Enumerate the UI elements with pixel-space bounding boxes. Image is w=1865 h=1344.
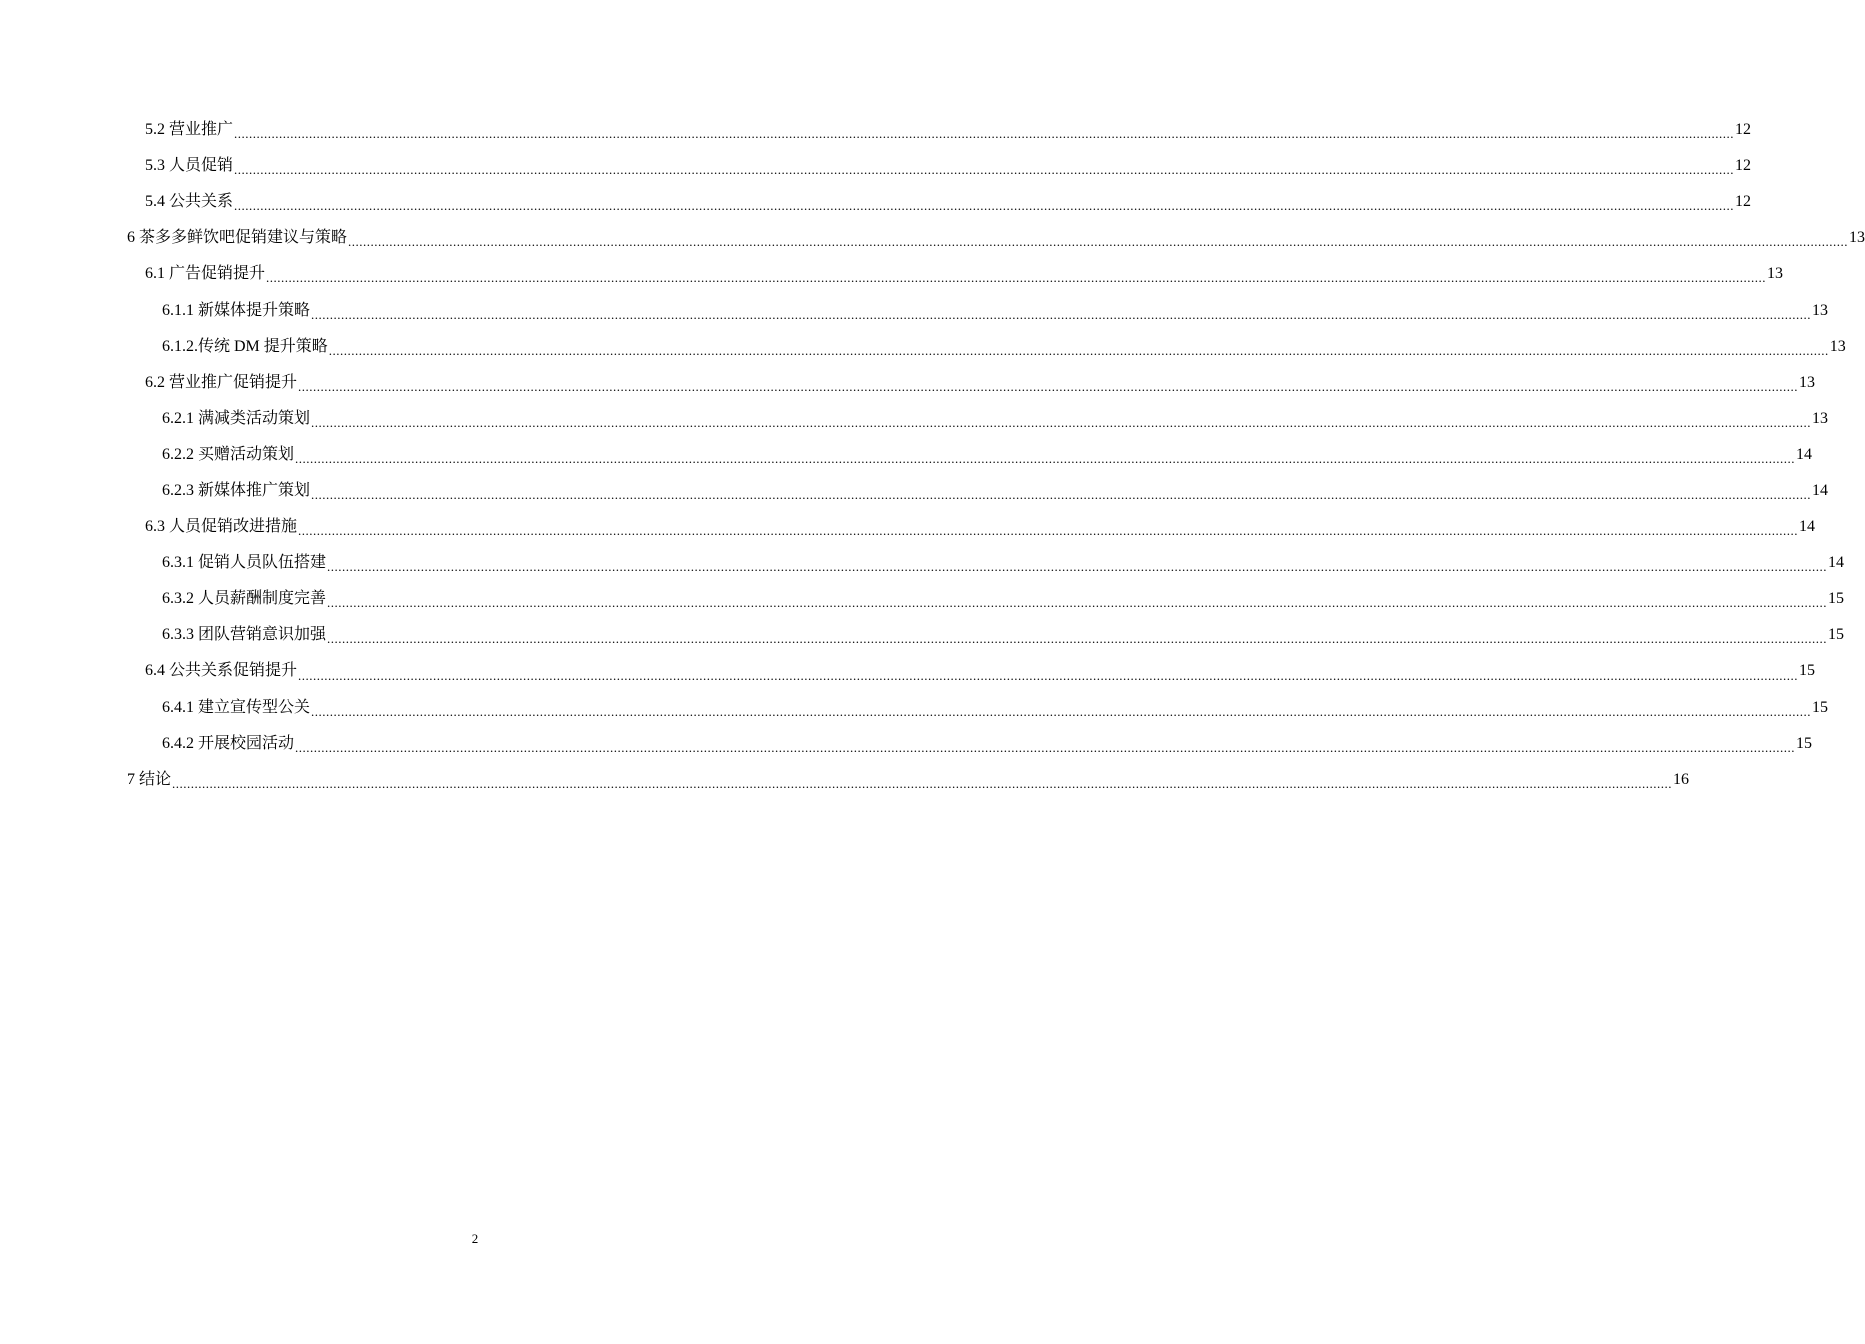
toc-entry-page-number: 14 bbox=[1796, 445, 1813, 463]
toc-entry-page-number: 12 bbox=[1735, 193, 1752, 211]
toc-entry[interactable] bbox=[0, 473, 1829, 509]
toc-dot-leader: ................................................................................................................................................................................................................................................................................................................................................................................................................ bbox=[327, 631, 1828, 647]
toc-entry-label: 6.1.1 新媒体提升策略 bbox=[162, 301, 311, 319]
toc-entry-page-number: 15 bbox=[1812, 698, 1829, 716]
toc-dot-leader: ................................................................................................................................................................................................................................................................................................................................................................................................................ bbox=[266, 270, 1767, 286]
toc-entry-page-number: 14 bbox=[1828, 554, 1845, 572]
toc-entry-label: 5.2 营业推广 bbox=[145, 121, 234, 139]
toc-entry-page-number: 15 bbox=[1796, 734, 1813, 752]
toc-dot-leader: ................................................................................................................................................................................................................................................................................................................................................................................................................ bbox=[295, 739, 1796, 755]
toc-entry-label: 6 茶多多鲜饮吧促销建议与策略 bbox=[127, 229, 348, 247]
toc-entry[interactable] bbox=[0, 148, 1752, 184]
toc-entry-page-number: 15 bbox=[1828, 626, 1845, 644]
toc-dot-leader: ................................................................................................................................................................................................................................................................................................................................................................................................................ bbox=[311, 487, 1812, 503]
toc-entry-label: 6.3.2 人员薪酬制度完善 bbox=[162, 590, 327, 608]
toc-entry[interactable] bbox=[0, 220, 1865, 256]
toc-entry[interactable] bbox=[0, 726, 1813, 762]
toc-entry-label: 6.2.3 新媒体推广策划 bbox=[162, 481, 311, 499]
table-of-contents bbox=[0, 112, 1865, 798]
toc-entry-page-number: 16 bbox=[1673, 770, 1690, 788]
toc-entry-page-number: 14 bbox=[1799, 518, 1816, 536]
toc-entry-page-number: 12 bbox=[1735, 121, 1752, 139]
toc-dot-leader: ................................................................................................................................................................................................................................................................................................................................................................................................................ bbox=[298, 378, 1799, 394]
toc-entry-page-number: 13 bbox=[1849, 229, 1865, 247]
toc-entry-label: 6.3 人员促销改进措施 bbox=[145, 518, 298, 536]
toc-entry-page-number: 13 bbox=[1767, 265, 1784, 283]
toc-dot-leader: ................................................................................................................................................................................................................................................................................................................................................................................................................ bbox=[311, 306, 1812, 322]
toc-entry[interactable] bbox=[0, 184, 1752, 220]
toc-entry[interactable] bbox=[0, 292, 1829, 328]
toc-dot-leader: ................................................................................................................................................................................................................................................................................................................................................................................................................ bbox=[311, 703, 1812, 719]
toc-dot-leader: ................................................................................................................................................................................................................................................................................................................................................................................................................ bbox=[327, 595, 1828, 611]
toc-entry[interactable] bbox=[0, 690, 1829, 726]
toc-entry[interactable] bbox=[0, 437, 1813, 473]
toc-entry-label: 6.4 公共关系促销提升 bbox=[145, 662, 298, 680]
page-number: 2 bbox=[471, 1231, 479, 1246]
toc-entry[interactable] bbox=[0, 112, 1752, 148]
toc-entry[interactable] bbox=[0, 329, 1846, 365]
toc-entry-page-number: 13 bbox=[1799, 373, 1816, 391]
toc-entry-page-number: 15 bbox=[1799, 662, 1816, 680]
toc-entry-label: 6.1 广告促销提升 bbox=[145, 265, 266, 283]
toc-entry-label: 6.2.2 买赠活动策划 bbox=[162, 445, 295, 463]
toc-dot-leader: ................................................................................................................................................................................................................................................................................................................................................................................................................ bbox=[234, 126, 1735, 142]
toc-dot-leader: ................................................................................................................................................................................................................................................................................................................................................................................................................ bbox=[328, 342, 1829, 358]
toc-entry-label: 6.4.1 建立宣传型公关 bbox=[162, 698, 311, 716]
toc-entry-label: 5.3 人员促销 bbox=[145, 157, 234, 175]
toc-entry-label: 6.1.2.传统 DM 提升策略 bbox=[162, 337, 328, 355]
toc-dot-leader: ................................................................................................................................................................................................................................................................................................................................................................................................................ bbox=[298, 667, 1799, 683]
toc-entry-page-number: 12 bbox=[1735, 157, 1752, 175]
toc-dot-leader: ................................................................................................................................................................................................................................................................................................................................................................................................................ bbox=[234, 162, 1735, 178]
toc-entry-page-number: 14 bbox=[1812, 481, 1829, 499]
toc-dot-leader: ................................................................................................................................................................................................................................................................................................................................................................................................................ bbox=[327, 559, 1828, 575]
toc-entry[interactable] bbox=[0, 509, 1816, 545]
toc-entry-label: 7 结论 bbox=[127, 770, 172, 788]
toc-entry-label: 6.3.1 促销人员队伍搭建 bbox=[162, 554, 327, 572]
toc-dot-leader: ................................................................................................................................................................................................................................................................................................................................................................................................................ bbox=[172, 775, 1673, 791]
toc-entry[interactable] bbox=[0, 762, 1690, 798]
toc-dot-leader: ................................................................................................................................................................................................................................................................................................................................................................................................................ bbox=[298, 523, 1799, 539]
toc-entry-label: 6.4.2 开展校园活动 bbox=[162, 734, 295, 752]
toc-entry-label: 6.3.3 团队营销意识加强 bbox=[162, 626, 327, 644]
toc-entry-page-number: 13 bbox=[1812, 409, 1829, 427]
toc-entry[interactable] bbox=[0, 581, 1845, 617]
toc-entry[interactable] bbox=[0, 617, 1845, 653]
toc-entry[interactable] bbox=[0, 545, 1845, 581]
toc-entry[interactable] bbox=[0, 653, 1816, 689]
toc-entry-label: 6.2 营业推广促销提升 bbox=[145, 373, 298, 391]
toc-dot-leader: ................................................................................................................................................................................................................................................................................................................................................................................................................ bbox=[348, 234, 1849, 250]
toc-dot-leader: ................................................................................................................................................................................................................................................................................................................................................................................................................ bbox=[234, 198, 1735, 214]
toc-entry[interactable] bbox=[0, 256, 1784, 292]
toc-entry-page-number: 13 bbox=[1829, 337, 1846, 355]
toc-entry-page-number: 15 bbox=[1828, 590, 1845, 608]
toc-entry[interactable] bbox=[0, 365, 1816, 401]
toc-dot-leader: ................................................................................................................................................................................................................................................................................................................................................................................................................ bbox=[311, 414, 1812, 430]
toc-dot-leader: ................................................................................................................................................................................................................................................................................................................................................................................................................ bbox=[295, 450, 1796, 466]
toc-entry-page-number: 13 bbox=[1812, 301, 1829, 319]
toc-entry-label: 6.2.1 满减类活动策划 bbox=[162, 409, 311, 427]
toc-entry[interactable] bbox=[0, 401, 1829, 437]
toc-entry-label: 5.4 公共关系 bbox=[145, 193, 234, 211]
